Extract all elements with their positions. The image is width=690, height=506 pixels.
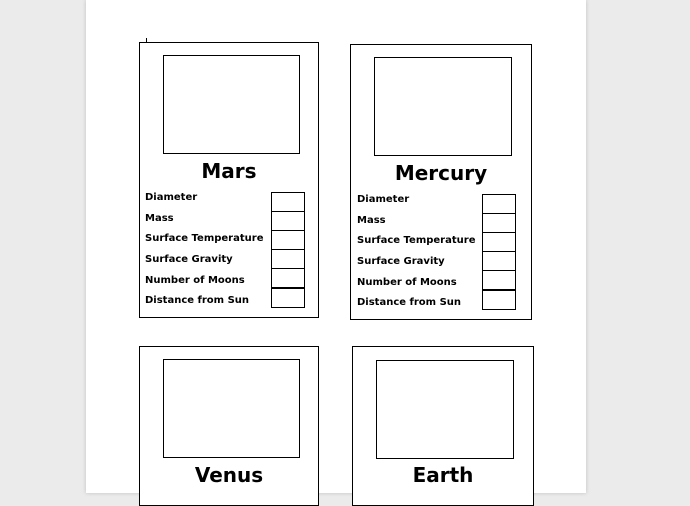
stat-value-box[interactable] xyxy=(271,268,305,288)
stat-value-box[interactable] xyxy=(482,290,516,310)
planet-name: Venus xyxy=(194,463,264,487)
planet-photo-placeholder xyxy=(163,359,300,458)
stat-label-surface-gravity: Surface Gravity xyxy=(145,254,233,265)
stat-value-box[interactable] xyxy=(271,288,305,308)
stat-value-box[interactable] xyxy=(271,230,305,250)
stat-value-box[interactable] xyxy=(482,213,516,233)
planet-name: Mars xyxy=(201,159,257,183)
stat-label-number-of-moons: Number of Moons xyxy=(357,277,457,288)
planet-name: Earth xyxy=(412,463,474,487)
stat-value-box[interactable] xyxy=(271,249,305,269)
stat-value-box[interactable] xyxy=(482,232,516,252)
stat-value-box[interactable] xyxy=(482,194,516,214)
stat-value-box[interactable] xyxy=(271,192,305,212)
stat-label-diameter: Diameter xyxy=(145,192,198,203)
stat-value-box[interactable] xyxy=(271,211,305,231)
planet-card-mercury xyxy=(350,44,532,320)
stat-label-diameter: Diameter xyxy=(357,194,410,205)
planet-card-venus xyxy=(139,346,319,506)
planet-photo-placeholder xyxy=(374,57,512,156)
stat-label-surface-temperature: Surface Temperature xyxy=(145,233,264,244)
stat-value-box[interactable] xyxy=(482,270,516,290)
stat-label-distance-from-sun: Distance from Sun xyxy=(145,295,250,306)
stat-label-surface-gravity: Surface Gravity xyxy=(357,256,445,267)
stat-value-box[interactable] xyxy=(482,251,516,271)
stat-label-mass: Mass xyxy=(145,213,174,224)
planet-photo-placeholder xyxy=(376,360,514,459)
stat-label-mass: Mass xyxy=(357,215,386,226)
planet-name: Mercury xyxy=(394,161,488,185)
stat-label-distance-from-sun: Distance from Sun xyxy=(357,297,462,308)
planet-photo-placeholder xyxy=(163,55,300,154)
planet-card-mars xyxy=(139,42,319,318)
stat-label-number-of-moons: Number of Moons xyxy=(145,275,245,286)
stat-label-surface-temperature: Surface Temperature xyxy=(357,235,476,246)
planet-card-earth xyxy=(352,346,534,506)
